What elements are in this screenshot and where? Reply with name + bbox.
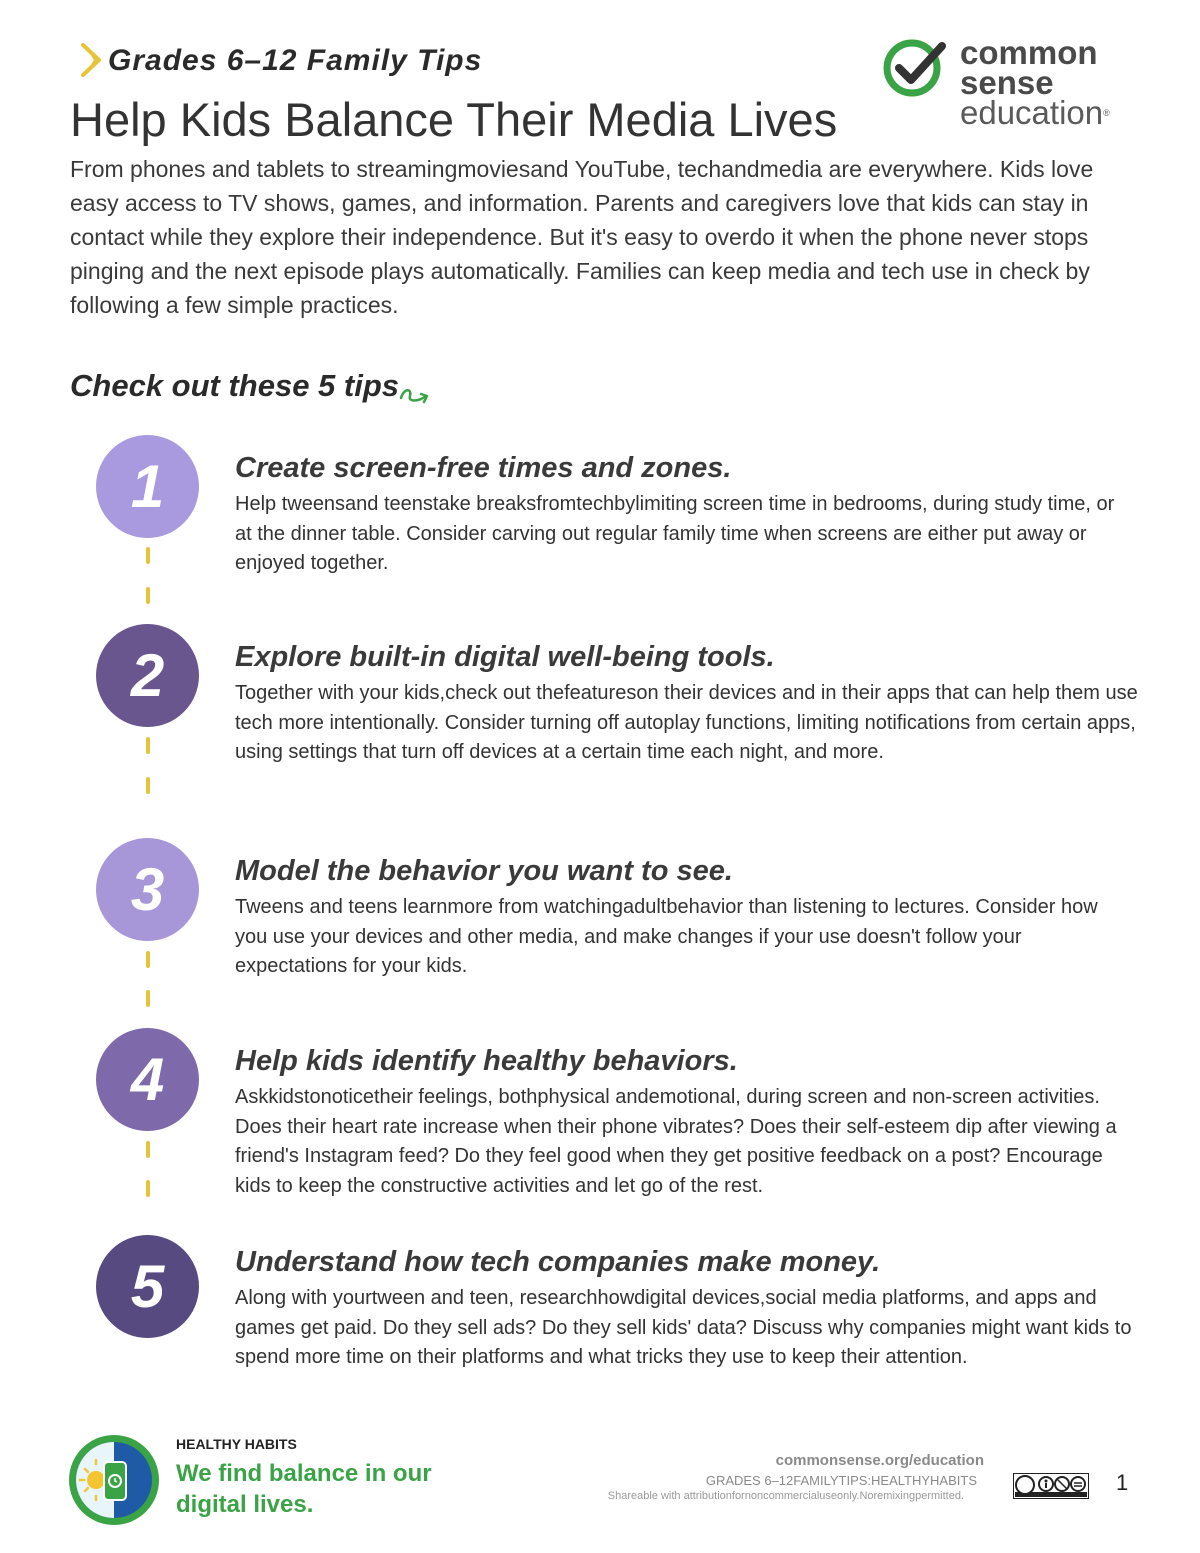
tip-4-title: Help kids identify healthy behaviors.	[235, 1045, 738, 1077]
timeline-dash	[146, 587, 150, 604]
logo-word-common: common	[960, 34, 1098, 71]
tip-number-2-badge: 2	[96, 624, 199, 727]
logo-word-education: education®	[960, 94, 1110, 131]
footer-url: commonsense.org/education	[775, 1452, 984, 1469]
tip-number-1-badge: 1	[96, 435, 199, 538]
tip-5-body: Along with yourtween and teen, researchhowdigital devices,social media platforms, and apps and games get paid. Do they sell ads? Do they sell kids' data? Discuss why companies might want kids to spend more time on their platforms and what tricks they use to keep their attention.	[235, 1287, 1132, 1369]
tip-number-4-badge: 4	[96, 1028, 199, 1131]
timeline-dash	[146, 951, 150, 968]
tip-3-title: Model the behavior you want to see.	[235, 855, 733, 887]
tip-2-body: Together with your kids,check out thefeatureson their devices and in their apps that can help them use tech more intentionally. Consider turning off autoplay functions, limiting notifications from certain apps, using settings that turn off devices at a certain time each night, and more.	[235, 682, 1138, 764]
page-number: 1	[1116, 1470, 1129, 1495]
tip-2-title: Explore built-in digital well-being tools.	[235, 641, 775, 673]
footer-slogan: We find balance in our digital lives.	[176, 1460, 432, 1518]
tip-1-body: Help tweensand teenstake breaksfromtechbylimiting screen time in bedrooms, during study time, or at the dinner table. Consider carving out regular family time when screens are either put away or enjoyed together.	[235, 493, 1115, 575]
footer-series-code: GRADES 6–12FAMILYTIPS:HEALTHYHABITS	[705, 1473, 977, 1488]
footer-license-note: Shareable with attributionfornoncommercialuseonly.Noremixingpermitted.	[607, 1490, 964, 1502]
tips-heading: Check out these 5 tips	[70, 368, 400, 403]
logo-word-sense: sense	[960, 64, 1054, 101]
timeline-dash	[146, 1141, 150, 1158]
chevron-accent-icon	[80, 42, 102, 78]
creative-commons-license-icon	[1013, 1473, 1089, 1499]
intro-paragraph: From phones and tablets to streamingmoviesand YouTube, techandmedia are everywhere. Kids love easy access to TV shows, games, and information. Parents and caregivers love that kids can stay in contact while they explore their independence. But it's easy to overdo it when the phone never stops pinging and the next episode plays automatically. Families can keep media and tech use in check by following a few simple practices.	[70, 156, 1094, 318]
tip-4-body: Askkidstonoticetheir feelings, bothphysical andemotional, during screen and non-screen activities. Does their heart rate increase when their phone vibrates? Does their self-esteem dip after viewing a friend's Instagram feed? Do they feel good when they get positive feedback on a post? Encourage kids to keep the constructive activities and let go of the rest.	[235, 1086, 1117, 1197]
timeline-dash	[146, 737, 150, 754]
page-title: Help Kids Balance Their Media Lives	[70, 93, 838, 146]
timeline-dash	[146, 547, 150, 564]
tip-1-title: Create screen-free times and zones.	[235, 452, 732, 484]
curly-arrow-icon	[398, 384, 432, 406]
tip-5-title: Understand how tech companies make money.	[235, 1246, 881, 1278]
healthy-habits-badge-icon	[66, 1432, 162, 1528]
grade-kicker: Grades 6–12 Family Tips	[108, 44, 483, 77]
common-sense-education-logo	[882, 36, 1132, 136]
tip-number-5-badge: 5	[96, 1235, 199, 1338]
footer-category-label: HEALTHY HABITS	[176, 1436, 297, 1452]
tip-3-body: Tweens and teens learnmore from watchingadultbehavior than listening to lectures. Consider how you use your devices and other media, and make changes if your use doesn't follow your expectations for your kids.	[235, 896, 1098, 978]
tip-number-3-badge: 3	[96, 838, 199, 941]
timeline-dash	[146, 990, 150, 1007]
timeline-dash	[146, 777, 150, 794]
checkmark-logo-icon	[882, 38, 948, 100]
timeline-dash	[146, 1180, 150, 1197]
